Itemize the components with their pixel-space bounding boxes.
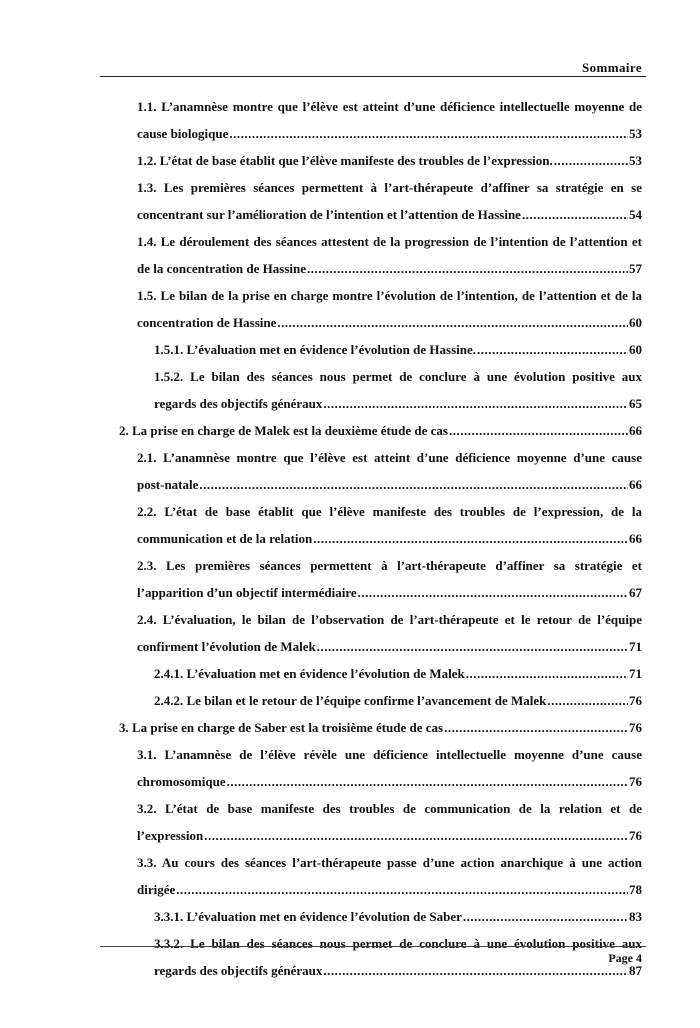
- toc-leader-dots: [463, 903, 628, 930]
- toc-entry-2-1[interactable]: [137, 444, 642, 498]
- page-header-title: Sommaire: [581, 60, 642, 75]
- toc-entry-line: 1.5.2. Le bilan des séances nous permet de conclure à une évolution positive aux: [154, 369, 642, 384]
- toc-entry-line: 3. La prise en charge de Saber est la troisième étude de cas: [119, 720, 444, 735]
- toc-entry-line: post-natale: [137, 477, 199, 492]
- toc-entry-line: 3.3. Au cours des séances l’art-thérapeute passe d’une action anarchique à une action: [137, 855, 642, 870]
- toc-leader-dots: [444, 714, 628, 741]
- toc-leader-dots: [522, 201, 628, 228]
- toc-entry-line: 2.1. L’anamnèse montre que l’élève est atteint d’une déficience moyenne d’une cause: [137, 450, 642, 465]
- toc-entry-line: 3.2. L’état de base manifeste des troubles de communication de la relation et de: [137, 801, 642, 816]
- toc-page-number: 53: [629, 126, 642, 141]
- toc-entry-2-3[interactable]: [137, 552, 642, 606]
- toc-entry-line: chromosomique: [137, 774, 226, 789]
- toc-entry-line: 2.3. Les premières séances permettent à l’art-thérapeute d’affiner sa stratégie et: [137, 558, 642, 573]
- toc-leader-dots: [554, 147, 628, 174]
- toc-page-number: 76: [629, 720, 642, 735]
- toc-page-number: 78: [629, 882, 642, 897]
- toc-leader-dots: [227, 768, 628, 795]
- toc-leader-dots: [358, 579, 628, 606]
- toc-entry-line: concentration de Hassine: [137, 315, 277, 330]
- toc-leader-dots: [176, 876, 628, 903]
- toc-entry-line: confirment l’évolution de Malek: [137, 639, 316, 654]
- toc-entry-line: 3.3.1. L’évaluation met en évidence l’évolution de Saber: [154, 909, 462, 924]
- footer-rule: [100, 946, 646, 947]
- toc-leader-dots: [323, 390, 628, 417]
- toc-entry-2-4-1[interactable]: [154, 660, 642, 687]
- toc-entry-line: 1.5.1. L’évaluation met en évidence l’évolution de Hassine.: [154, 342, 476, 357]
- toc-entry-line: 2.4. L’évaluation, le bilan de l’observation de l’art-thérapeute et le retour de l’équipe: [137, 612, 642, 627]
- toc-entry-3-3[interactable]: [137, 849, 642, 903]
- toc-entry-line: 2.2. L’état de base établit que l’élève manifeste des troubles de l’expression, de la: [137, 504, 642, 519]
- toc-entry-3[interactable]: [119, 714, 642, 741]
- toc-entry-line: regards des objectifs généraux: [154, 963, 323, 978]
- toc-entry-1-5[interactable]: [137, 282, 642, 336]
- toc-page-number: 76: [629, 693, 642, 708]
- toc-page-number: 66: [629, 423, 642, 438]
- toc-entry-1-3[interactable]: [137, 174, 642, 228]
- toc-leader-dots: [277, 309, 628, 336]
- toc-page-number: 83: [629, 909, 642, 924]
- toc-entry-1-5-2[interactable]: [154, 363, 642, 417]
- toc-page-number: 71: [629, 639, 642, 654]
- toc-entry-line: 2.4.1. L’évaluation met en évidence l’évolution de Malek: [154, 666, 465, 681]
- toc-page-number: 76: [629, 774, 642, 789]
- toc-page-number: 87: [629, 963, 642, 978]
- toc-leader-dots: [307, 255, 628, 282]
- toc-page-number: 60: [629, 342, 642, 357]
- toc-leader-dots: [323, 957, 628, 984]
- toc-leader-dots: [466, 660, 628, 687]
- header-rule: [100, 76, 646, 77]
- toc-entry-2-4-2[interactable]: [154, 687, 642, 714]
- toc-entry-1-2[interactable]: [137, 147, 642, 174]
- toc-entry-line: 2. La prise en charge de Malek est la deuxième étude de cas: [119, 423, 448, 438]
- toc-entry-2[interactable]: [119, 417, 642, 444]
- toc-page-number: 66: [629, 477, 642, 492]
- toc-entry-2-2[interactable]: [137, 498, 642, 552]
- toc-page-number: 57: [629, 261, 642, 276]
- toc-page-number: 54: [629, 207, 642, 222]
- toc-page-number: 66: [629, 531, 642, 546]
- toc-entry-line: 3.3.2. Le bilan des séances nous permet de conclure à une évolution positive aux: [154, 936, 642, 951]
- toc-entry-line: 2.4.2. Le bilan et le retour de l’équipe confirme l’avancement de Malek: [154, 693, 547, 708]
- toc-entry-line: 1.4. Le déroulement des séances attestent de la progression de l’intention de l’attention et: [137, 234, 642, 249]
- toc-entry-line: 3.1. L’anamnèse de l’élève révèle une déficience intellectuelle moyenne d’une cause: [137, 747, 642, 762]
- toc-entry-3-1[interactable]: [137, 741, 642, 795]
- toc-entry-1-1[interactable]: [137, 93, 642, 147]
- toc-entry-3-3-1[interactable]: [154, 903, 642, 930]
- toc-entry-line: 1.3. Les premières séances permettent à l’art-thérapeute d’affiner sa stratégie en se: [137, 180, 642, 195]
- toc-entry-line: l’apparition d’un objectif intermédiaire: [137, 585, 357, 600]
- toc-entry-line: l’expression: [137, 828, 204, 843]
- toc-leader-dots: [313, 525, 628, 552]
- toc-leader-dots: [477, 336, 628, 363]
- toc-entry-line: dirigée: [137, 882, 176, 897]
- toc-page-number: 71: [629, 666, 642, 681]
- toc-page-number: 67: [629, 585, 642, 600]
- toc-leader-dots: [229, 120, 628, 147]
- toc-page-number: 76: [629, 828, 642, 843]
- toc-entry-line: de la concentration de Hassine: [137, 261, 306, 276]
- toc-entry-line: 1.1. L’anamnèse montre que l’élève est atteint d’une déficience intellectuelle moyenne de: [137, 99, 642, 114]
- toc-entry-line: cause biologique: [137, 126, 229, 141]
- toc-leader-dots: [204, 822, 628, 849]
- toc-page-number: 65: [629, 396, 642, 411]
- toc-leader-dots: [449, 417, 628, 444]
- toc-entry-line: 1.5. Le bilan de la prise en charge montre l’évolution de l’intention, de l’attention et de la: [137, 288, 642, 303]
- toc-entry-line: regards des objectifs généraux: [154, 396, 323, 411]
- toc-leader-dots: [317, 633, 628, 660]
- toc-page-number: 60: [629, 315, 642, 330]
- toc-entry-line: 1.2. L’état de base établit que l’élève manifeste des troubles de l’expression.: [137, 153, 553, 168]
- toc-entry-3-3-2[interactable]: [154, 930, 642, 984]
- page-number: Page 4: [608, 951, 642, 965]
- toc-page-number: 53: [629, 153, 642, 168]
- toc-entry-line: concentrant sur l’amélioration de l’intention et l’attention de Hassine: [137, 207, 521, 222]
- toc-leader-dots: [199, 471, 628, 498]
- toc-entry-2-4[interactable]: [137, 606, 642, 660]
- toc-entry-1-5-1[interactable]: [154, 336, 642, 363]
- toc-entry-3-2[interactable]: [137, 795, 642, 849]
- toc-entry-line: communication et de la relation: [137, 531, 313, 546]
- toc-leader-dots: [547, 687, 628, 714]
- toc-entry-1-4[interactable]: [137, 228, 642, 282]
